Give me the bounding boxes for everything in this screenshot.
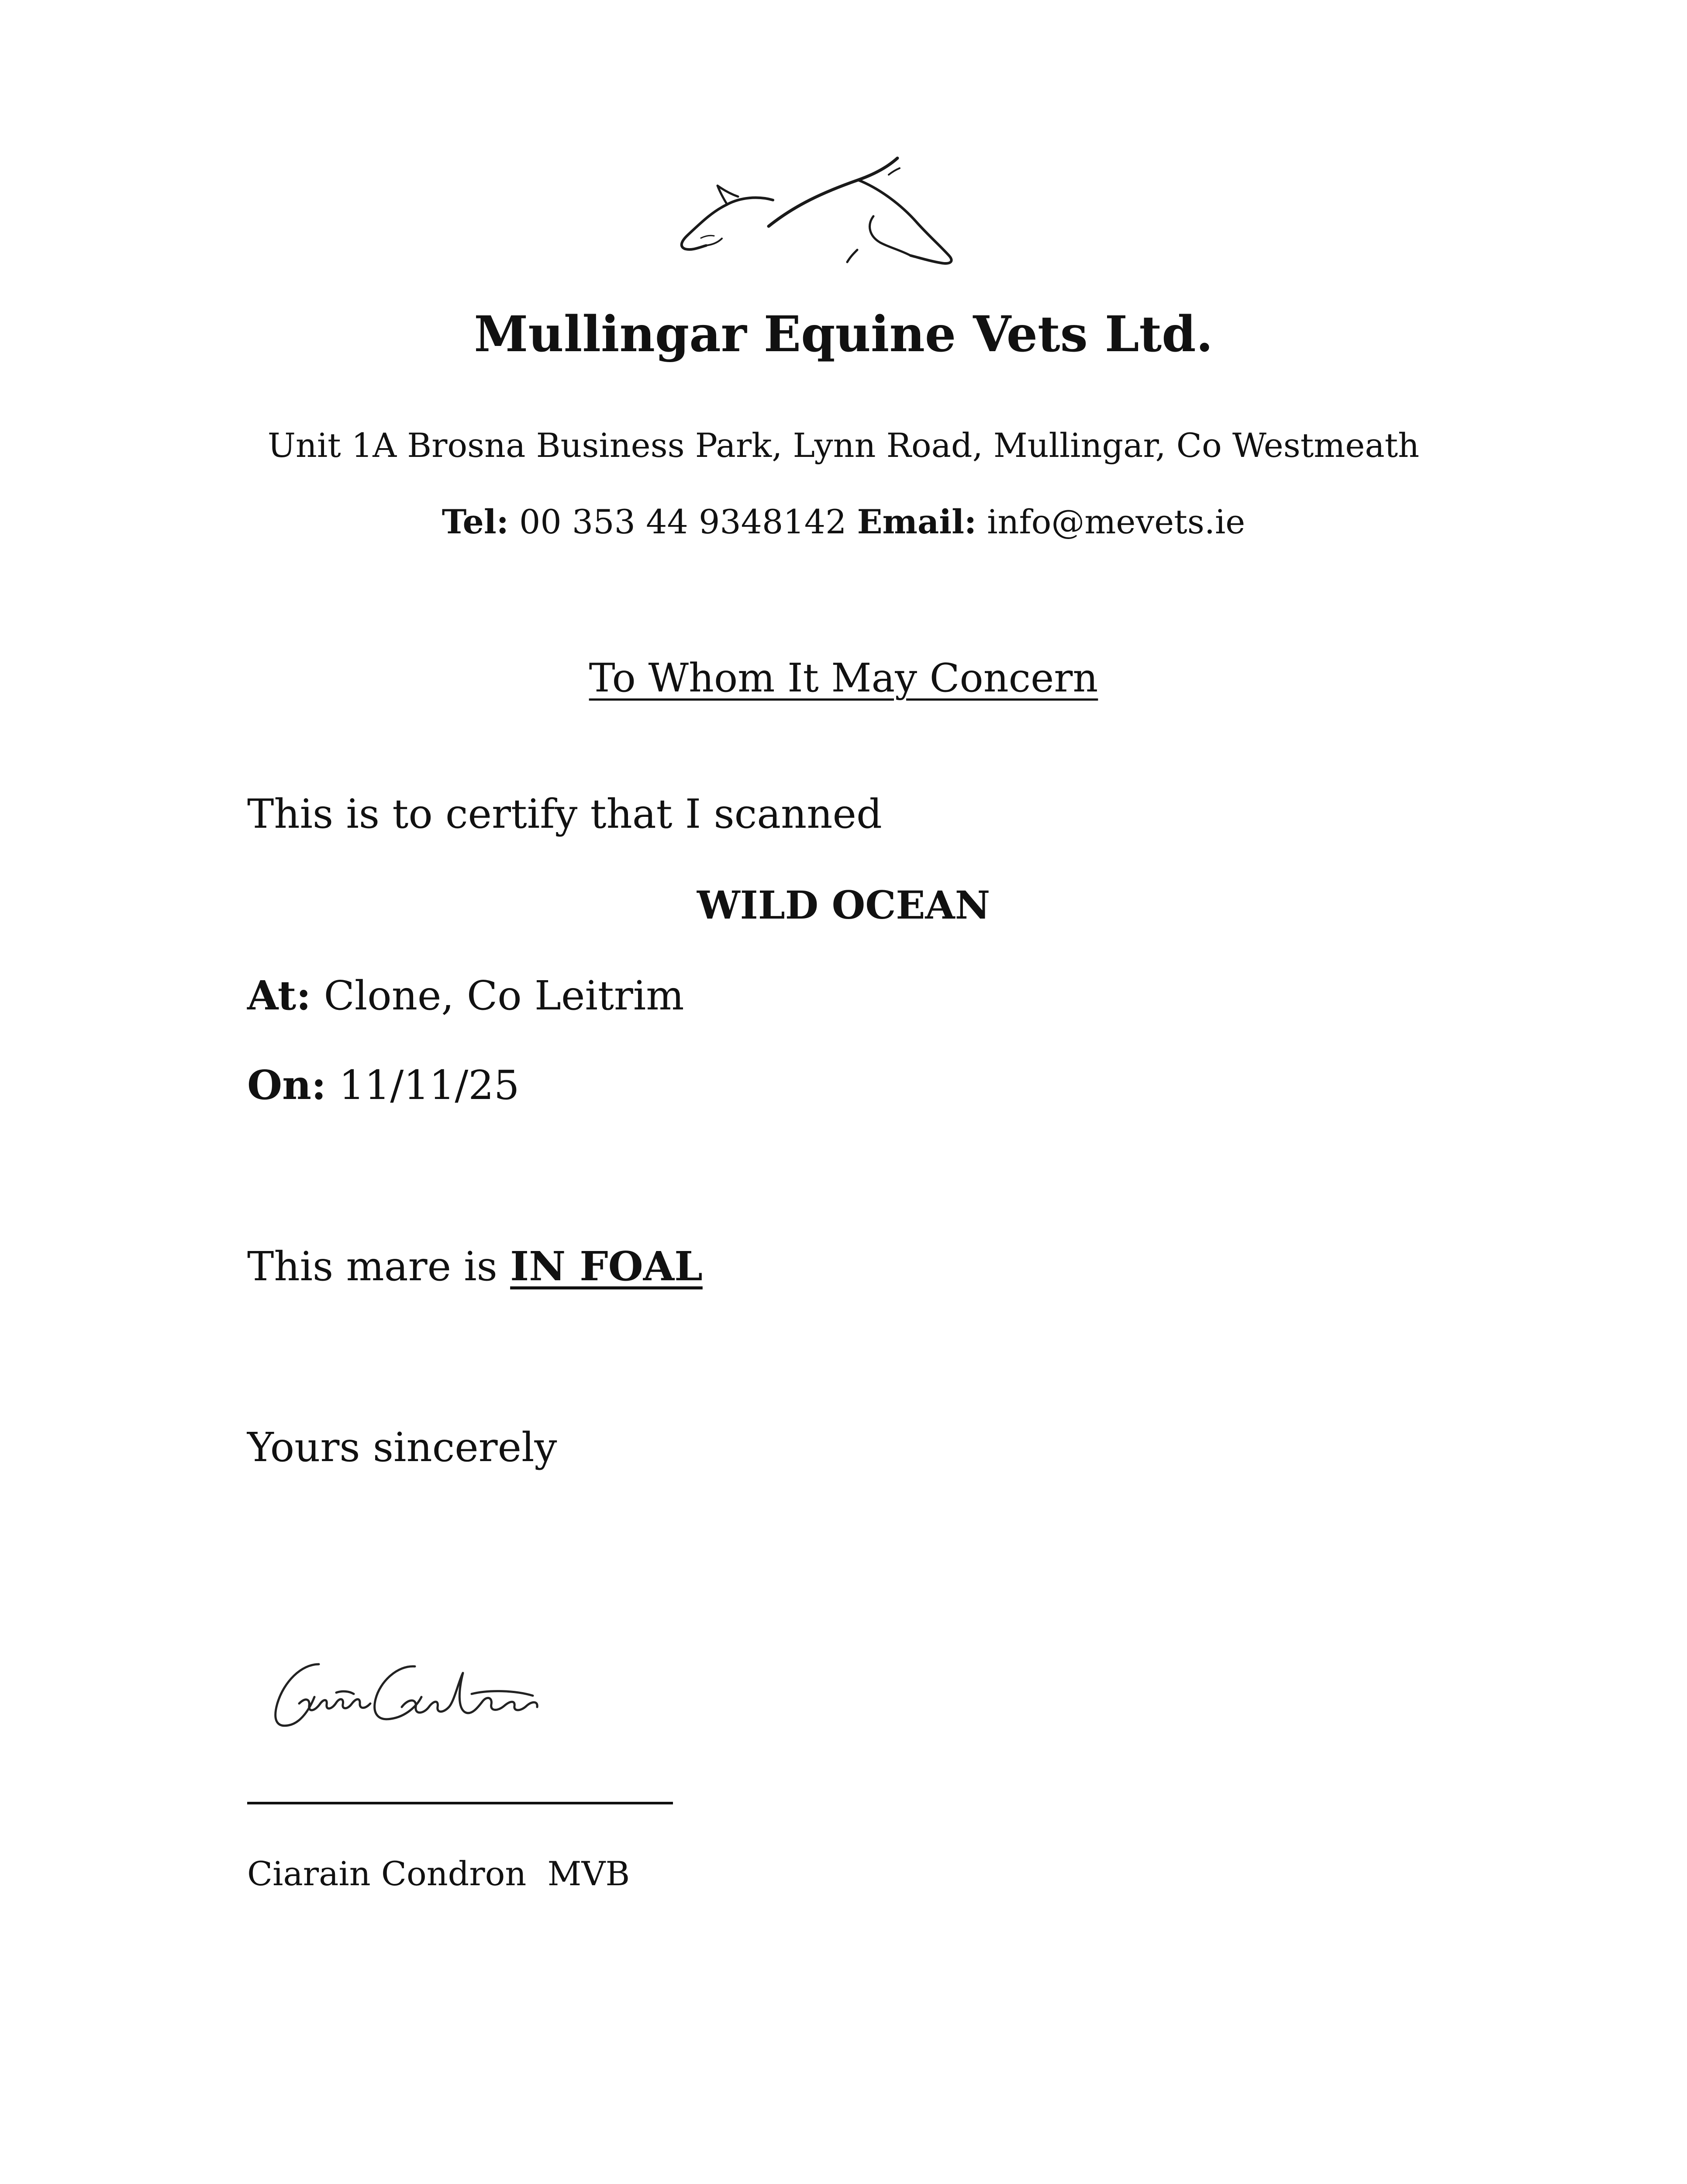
date-label: On: xyxy=(247,1061,326,1109)
handwritten-signature xyxy=(271,1655,611,1743)
company-name: Mullingar Equine Vets Ltd. xyxy=(474,306,1213,363)
status-prefix: This mare is xyxy=(247,1243,497,1290)
tel-value: 00 353 44 9348142 xyxy=(519,502,847,541)
signatory-name: Ciarain Condron MVB xyxy=(247,1854,630,1893)
status-value: IN FOAL xyxy=(510,1243,703,1290)
date-line xyxy=(247,1061,519,1109)
horse-heads-logo-icon xyxy=(675,149,972,275)
location-value: Clone, Co Leitrim xyxy=(324,972,684,1019)
closing: Yours sincerely xyxy=(247,1424,557,1471)
email-value: info@mevets.ie xyxy=(987,502,1245,541)
location-line xyxy=(247,972,684,1019)
location-label: At: xyxy=(247,972,311,1019)
horse-name: WILD OCEAN xyxy=(697,882,990,928)
contact-line xyxy=(0,502,1687,541)
date-value: 11/11/25 xyxy=(339,1062,520,1109)
email-label: Email: xyxy=(857,502,977,541)
company-address: Unit 1A Brosna Business Park, Lynn Road, Mullingar, Co Westmeath xyxy=(267,426,1420,465)
certify-text: This is to certify that I scanned xyxy=(247,791,882,837)
salutation: To Whom It May Concern xyxy=(589,655,1098,701)
tel-label: Tel: xyxy=(442,502,509,541)
signature-line xyxy=(247,1802,673,1804)
pregnancy-status-line xyxy=(247,1243,703,1290)
